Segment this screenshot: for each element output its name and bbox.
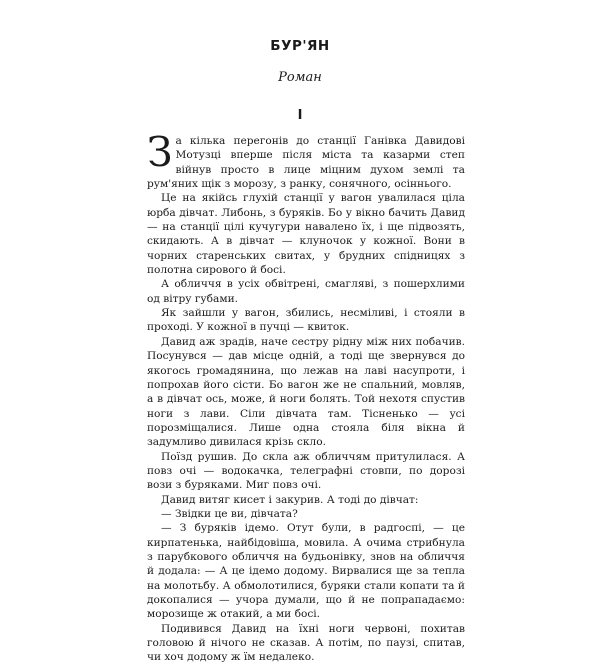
- book-subtitle: Роман: [278, 70, 322, 85]
- paragraph: Давид аж зрадів, наче сестру рідну між них побачив. Посунувся — дав місце одній, а тоді ще звернувся до якогось громадянина, що лежав на лаві насупроти, і попрохав його сісти. Бо вагон же не спальний, мовляв, а в дівчат ось, може, й ноги болять. Той нехотя спустив ноги з лави. Сіли дівчата там. Тісненько — усі порозміщалися. Лише одна стояла біля вікна й задумливо дивилася крізь скло.: [147, 335, 465, 449]
- paragraph: Давид витяг кисет і закурив. А тоді до дівчат:: [161, 493, 419, 506]
- paragraph: Подивився Давид на їхні ноги червоні, похитав головою й нічого не сказав. А потім, по паузі, спитав, чи хоч додому ж їм недалеко.: [147, 622, 465, 664]
- chapter-number: I: [297, 108, 303, 123]
- paragraph-first: [147, 128, 465, 191]
- drop-cap: З: [147, 128, 173, 176]
- paragraph-first-text: а кілька перегонів до станції Ганівка Давидові Мотузці вперше після міста та казарми степ війнув просто в лице міцним духом землі та рум'яних щік з морозу, з ранку, сонячного, осіннього.: [147, 135, 465, 191]
- book-title: БУР'ЯН: [270, 38, 330, 54]
- paragraph: — Звідки це ви, дівчата?: [161, 507, 298, 520]
- paragraph: Це на якійсь глухій станції у вагон увалилася ціла юрба дівчат. Либонь, з буряків. Бо у вікно бачить Давид — на станції цілі кучугури навалено їх, і ще підвозять, скидають. А в дівчат — клуночок у кожної. Вони в чорних старенських свитах, у брудних спідницях з полотна сировогo й босі.: [147, 192, 465, 277]
- text-body: [147, 128, 465, 665]
- paragraph: А обличчя в усіх обвітрені, смагляві, з пошерхлими од вітру губами.: [147, 278, 465, 305]
- paragraph: Поїзд рушив. До скла аж обличчям притулилася. А повз очі — водокачка, телеграфні стовпи, по дорозі вози з буряками. Миг повз очі.: [147, 450, 465, 492]
- paragraph: — З буряків ідемо. Отут були, в радгоспі, — це кирпатенька, найбідовіша, мовила. А очима стрибнула з парубкового обличчя на будьонівку, знов на обличчя й додала: — А це ідемо додому. Вирвалися ще за тепла на молотьбу. А обмолотилися, буряки стали копати та й докопалися — учора думали, що й не попрападаємо: морозище ж отакий, а ми босі.: [147, 522, 465, 621]
- paragraph: Як зайшли у вагон, збились, несміливі, і стояли в проході. У кожної в пучці — квиток.: [147, 307, 465, 334]
